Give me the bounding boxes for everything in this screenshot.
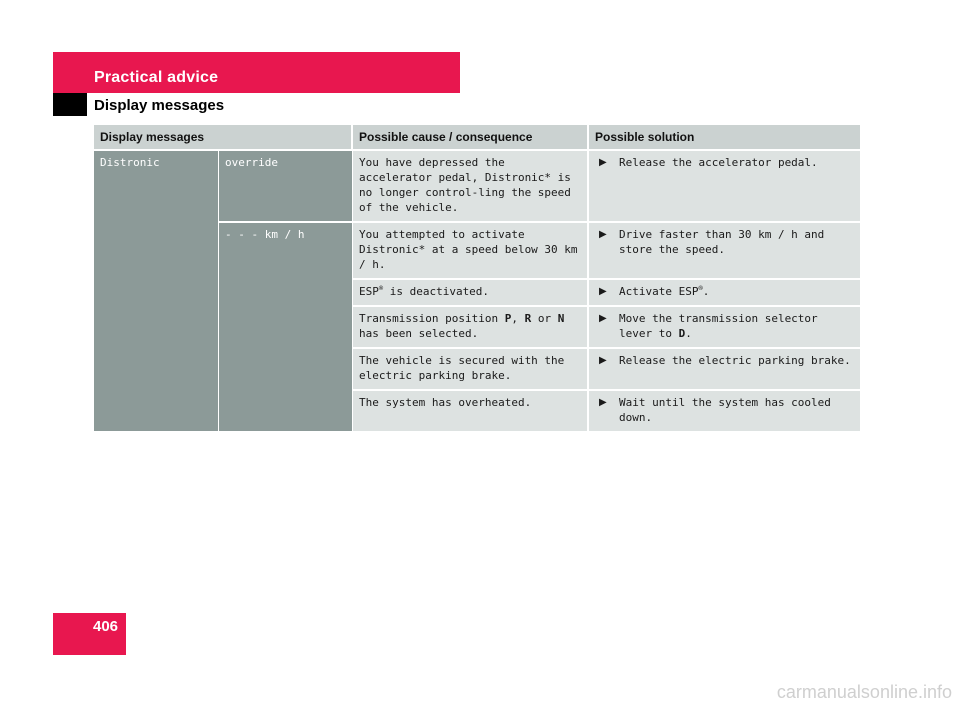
message-detail-cell: override xyxy=(219,149,353,221)
header-black-tab xyxy=(53,93,87,116)
cause-cell: The system has overheated. xyxy=(353,389,589,431)
solution-cell xyxy=(589,347,860,389)
column-header-display-messages: Display messages xyxy=(94,125,353,149)
solution-text: Release the electric parking brake. xyxy=(619,354,851,367)
arrow-right-icon: ▶ xyxy=(599,229,607,240)
solution-cell xyxy=(589,278,860,305)
solution-cell xyxy=(589,221,860,278)
table-row xyxy=(94,149,860,221)
arrow-right-icon: ▶ xyxy=(599,286,607,297)
cause-cell: You attempted to activate Distronic* at a speed below 30 km / h. xyxy=(353,221,589,278)
arrow-right-icon: ▶ xyxy=(599,355,607,366)
solution-text: Drive faster than 30 km / h and store the speed. xyxy=(619,228,825,256)
column-header-cause: Possible cause / consequence xyxy=(353,125,589,149)
page-number: 406 xyxy=(93,618,119,635)
solution-text: Wait until the system has cooled down. xyxy=(619,396,831,424)
cause-cell: You have depressed the accelerator pedal, Distronic* is no longer control-ling the speed of the vehicle. xyxy=(353,149,589,221)
message-name-cell: Distronic xyxy=(94,149,219,431)
watermark: carmanualsonline.info xyxy=(776,682,952,702)
table-header-row xyxy=(94,125,860,149)
display-messages-table xyxy=(94,125,860,431)
message-detail-cell: - - - km / h xyxy=(219,221,353,431)
solution-text: Release the accelerator pedal. xyxy=(619,156,818,169)
section-title: Practical advice xyxy=(94,69,219,86)
cause-cell: ESP® is deactivated. xyxy=(353,278,589,305)
solution-text: Activate ESP®. xyxy=(619,284,710,298)
solution-cell xyxy=(589,389,860,431)
solution-cell xyxy=(589,305,860,347)
cause-cell: The vehicle is secured with the electric parking brake. xyxy=(353,347,589,389)
page-subtitle: Display messages xyxy=(94,97,225,114)
cause-cell: Transmission position P, R or N has been selected. xyxy=(353,305,589,347)
arrow-right-icon: ▶ xyxy=(599,313,607,324)
arrow-right-icon: ▶ xyxy=(599,157,607,168)
solution-cell xyxy=(589,149,860,221)
column-header-solution: Possible solution xyxy=(589,125,860,149)
solution-text: Move the transmission selector lever to D. xyxy=(619,312,818,340)
arrow-right-icon: ▶ xyxy=(599,397,607,408)
